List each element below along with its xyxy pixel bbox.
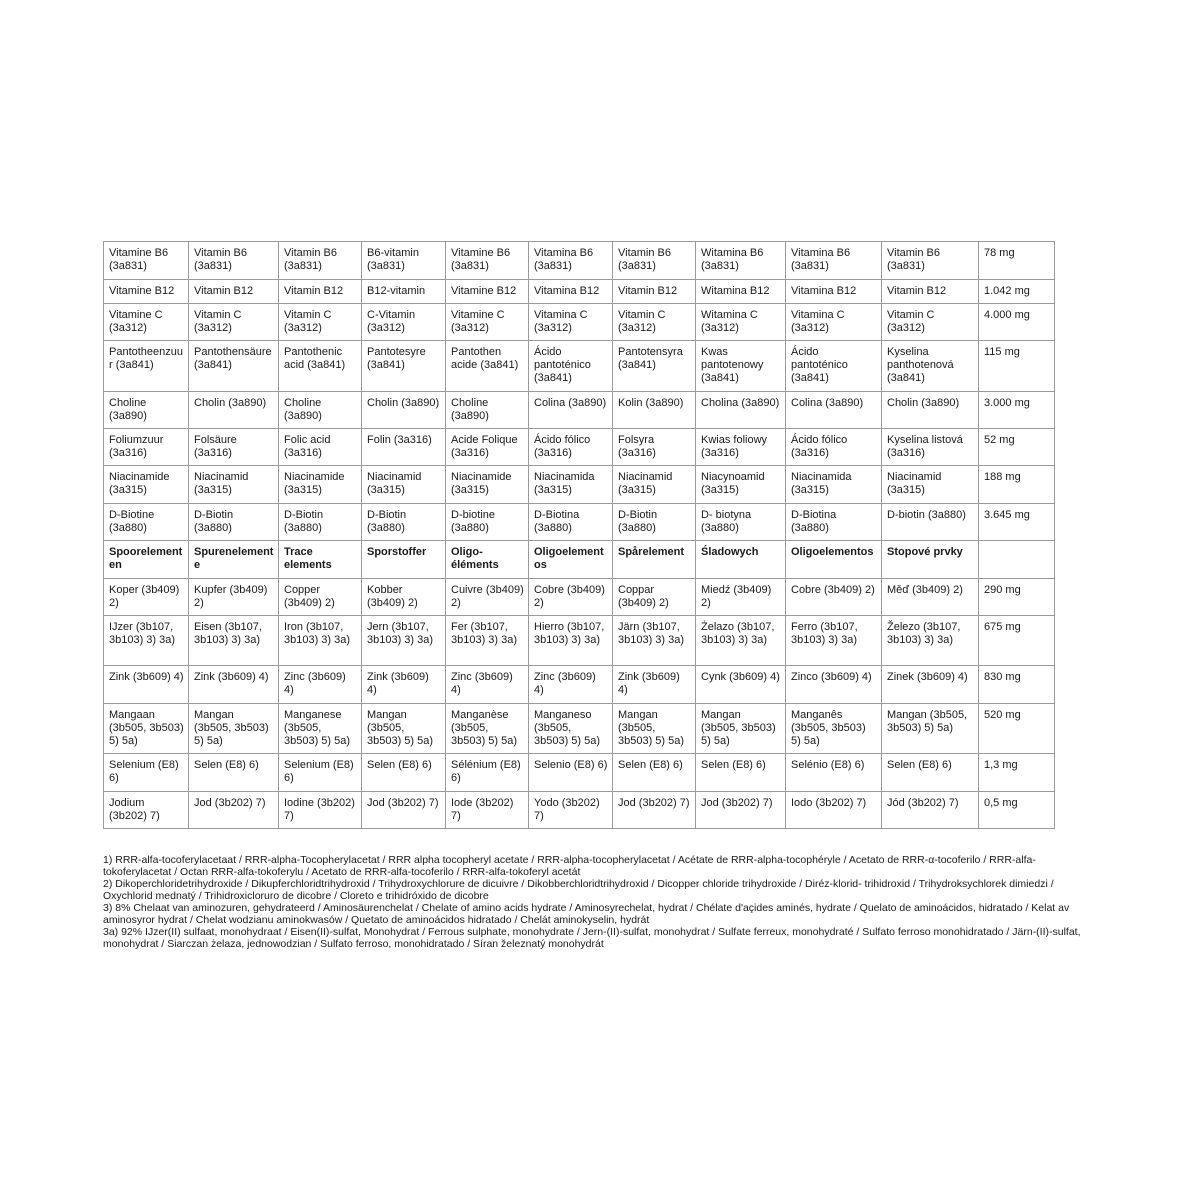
table-cell: D-Biotin (3a880) [279, 504, 362, 541]
table-cell: Selenium (E8) 6) [104, 754, 189, 792]
table-row [104, 341, 1055, 392]
table-cell: Niacinamide (3a315) [446, 466, 529, 504]
table-cell: Yodo (3b202) 7) [529, 792, 613, 829]
table-row [104, 754, 1055, 792]
amount-cell: 3.645 mg [979, 504, 1055, 541]
amount-cell: 1,3 mg [979, 754, 1055, 792]
table-cell: Selen (E8) 6) [189, 754, 279, 792]
table-cell: Jod (3b202) 7) [696, 792, 786, 829]
table-cell: Vitamina B6 (3a831) [786, 242, 882, 280]
table-cell: Zinek (3b609) 4) [882, 666, 979, 704]
table-cell: Železo (3b107, 3b103) 3) 3a) [882, 616, 979, 666]
table-cell: Selen (E8) 6) [362, 754, 446, 792]
table-cell: Ácido pantoténico (3a841) [786, 341, 882, 392]
table-cell: Folsäure (3a316) [189, 429, 279, 466]
table-cell: Spurenelemente [189, 541, 279, 579]
table-cell: Choline (3a890) [446, 392, 529, 429]
footnote-2: 2) Dikoperchloridetrihydroxide / Dikupferchloridtrihydroxid / Trihydroxychlorure de dicuivre / Dikobberchloridtrihydroxid / Dicopper chloride trihydroxide / Diréz-klorid- trihidroxid / Trihydroksychlorek dimiedzi / Oxychlorid mednatý / Trihidroxicloruro de dicobre / Cloreto e trihidróxido de dicobre [103, 878, 1054, 902]
table-cell: D-Biotin (3a880) [362, 504, 446, 541]
amount-cell [979, 541, 1055, 579]
table-cell: Sporstoffer [362, 541, 446, 579]
table-cell: Pantotheenzuur (3a841) [104, 341, 189, 392]
table-cell: Niacinamide (3a315) [279, 466, 362, 504]
table-cell: Copper (3b409) 2) [279, 579, 362, 616]
table-cell: Folsyra (3a316) [613, 429, 696, 466]
table-cell: Iron (3b107, 3b103) 3) 3a) [279, 616, 362, 666]
nutrient-table [103, 241, 1055, 829]
table-cell: Mangan (3b505, 3b503) 5) 5a) [613, 704, 696, 754]
table-cell: Spårelement [613, 541, 696, 579]
table-cell: Niacinamid (3a315) [189, 466, 279, 504]
table-cell: Fer (3b107, 3b103) 3) 3a) [446, 616, 529, 666]
table-cell: Vitamin B6 (3a831) [189, 242, 279, 280]
table-cell: Iodo (3b202) 7) [786, 792, 882, 829]
table-cell: Oligoelementos [529, 541, 613, 579]
table-cell: Niacinamid (3a315) [613, 466, 696, 504]
table-cell: Vitamin B12 [189, 280, 279, 304]
table-cell: Oligoelementos [786, 541, 882, 579]
table-cell: Ferro (3b107, 3b103) 3) 3a) [786, 616, 882, 666]
table-cell: Manganèse (3b505, 3b503) 5) 5a) [446, 704, 529, 754]
table-cell: Manganese (3b505, 3b503) 5) 5a) [279, 704, 362, 754]
table-cell: Cynk (3b609) 4) [696, 666, 786, 704]
footnote-3a: 3a) 92% IJzer(II) sulfaat, monohydraat / Eisen(II)-sulfat, Monohydrat / Ferrous sulphate, monohydrate / Jern-(II)-sulfat, monohydrat / Sulfate ferreux, monohydraté / Sulfato ferroso monohidratado / Järn-(II)-sulfat, monohydrat / Siarczan żelaza, jednowodzian / Sulfato ferroso, monohidratado / Síran železnatý monohydrát [103, 926, 1081, 950]
table-cell: Vitamina B12 [786, 280, 882, 304]
table-cell: Colina (3a890) [786, 392, 882, 429]
table-cell: Witamina C (3a312) [696, 304, 786, 341]
amount-cell: 3.000 mg [979, 392, 1055, 429]
table-row [104, 792, 1055, 829]
table-cell: Kupfer (3b409) 2) [189, 579, 279, 616]
table-cell: Jod (3b202) 7) [362, 792, 446, 829]
table-cell: Cobre (3b409) 2) [529, 579, 613, 616]
table-row [104, 429, 1055, 466]
table-cell: Järn (3b107, 3b103) 3) 3a) [613, 616, 696, 666]
amount-cell: 830 mg [979, 666, 1055, 704]
table-cell: Vitamine B12 [104, 280, 189, 304]
table-cell: Vitamin C (3a312) [882, 304, 979, 341]
table-cell: Mangan (3b505, 3b503) 5) 5a) [696, 704, 786, 754]
table-row [104, 242, 1055, 280]
table-cell: Zinc (3b609) 4) [446, 666, 529, 704]
table-cell: Selenio (E8) 6) [529, 754, 613, 792]
table-cell: Niacinamid (3a315) [882, 466, 979, 504]
table-cell: B6-vitamin (3a831) [362, 242, 446, 280]
table-cell: Manganês (3b505, 3b503) 5) 5a) [786, 704, 882, 754]
table-row [104, 579, 1055, 616]
amount-cell: 78 mg [979, 242, 1055, 280]
amount-cell: 520 mg [979, 704, 1055, 754]
table-cell: Kyselina panthotenová (3a841) [882, 341, 979, 392]
table-cell: Zinc (3b609) 4) [529, 666, 613, 704]
table-cell: Pantotensyra (3a841) [613, 341, 696, 392]
table-cell: Vitamin B12 [613, 280, 696, 304]
table-cell: Vitamin B12 [882, 280, 979, 304]
table-cell: Niacynoamid (3a315) [696, 466, 786, 504]
table-cell: Spoorelementen [104, 541, 189, 579]
table-cell: Vitamine B6 (3a831) [446, 242, 529, 280]
amount-cell: 115 mg [979, 341, 1055, 392]
table-cell: Cholin (3a890) [189, 392, 279, 429]
table-cell: Mangan (3b505, 3b503) 5) 5a) [362, 704, 446, 754]
table-cell: IJzer (3b107, 3b103) 3) 3a) [104, 616, 189, 666]
table-cell: Vitamine B12 [446, 280, 529, 304]
table-cell: Iodine (3b202) 7) [279, 792, 362, 829]
table-cell: Kwias foliowy (3a316) [696, 429, 786, 466]
table-cell: Vitamin C (3a312) [613, 304, 696, 341]
table-cell: Ácido fólico (3a316) [786, 429, 882, 466]
table-cell: Zink (3b609) 4) [104, 666, 189, 704]
table-cell: Jod (3b202) 7) [613, 792, 696, 829]
table-cell: Manganeso (3b505, 3b503) 5) 5a) [529, 704, 613, 754]
table-cell: Vitamine C (3a312) [104, 304, 189, 341]
table-cell: D-Biotine (3a880) [104, 504, 189, 541]
footnote-3: 3) 8% Chelaat van aminozuren, gehydrateerd / Aminosäurenchelat / Chelate of amino acids hydrate / Aminosyrechelat, hydrat / Chélate d'açides aminés, hydrate / Quelato de aminoácidos, hidratado / Kelat av aminosyror hydrat / Chelat wodzianu aminokwasów / Quetato de aminoácidos hidratado / Chelát aminokyselin, hydrát [103, 902, 1070, 926]
table-cell: Zinco (3b609) 4) [786, 666, 882, 704]
amount-cell: 1.042 mg [979, 280, 1055, 304]
table-cell: Jód (3b202) 7) [882, 792, 979, 829]
table-cell: Vitamina C (3a312) [529, 304, 613, 341]
table-row [104, 392, 1055, 429]
amount-cell: 675 mg [979, 616, 1055, 666]
table-row [104, 504, 1055, 541]
table-cell: Sélénium (E8) 6) [446, 754, 529, 792]
table-cell: Śladowych [696, 541, 786, 579]
table-cell: D-biotin (3a880) [882, 504, 979, 541]
table-cell: Vitamin B6 (3a831) [279, 242, 362, 280]
table-row [104, 666, 1055, 704]
table-cell: D-Biotin (3a880) [613, 504, 696, 541]
table-cell: Vitamin B6 (3a831) [613, 242, 696, 280]
table-cell: Ácido pantoténico (3a841) [529, 341, 613, 392]
amount-cell: 4.000 mg [979, 304, 1055, 341]
table-cell: Choline (3a890) [104, 392, 189, 429]
table-cell: Vitamin B12 [279, 280, 362, 304]
table-cell: Oligo-éléments [446, 541, 529, 579]
table-row [104, 304, 1055, 341]
table-cell: Witamina B12 [696, 280, 786, 304]
table-cell: Trace elements [279, 541, 362, 579]
table-cell: Kolin (3a890) [613, 392, 696, 429]
table-cell: Niacinamida (3a315) [529, 466, 613, 504]
table-row [104, 704, 1055, 754]
table-cell: Żelazo (3b107, 3b103) 3) 3a) [696, 616, 786, 666]
table-row [104, 280, 1055, 304]
table-cell: Pantothensäure (3a841) [189, 341, 279, 392]
table-cell: Miedź (3b409) 2) [696, 579, 786, 616]
table-cell: Eisen (3b107, 3b103) 3) 3a) [189, 616, 279, 666]
table-cell: D-Biotin (3a880) [189, 504, 279, 541]
table-cell: Jern (3b107, 3b103) 3) 3a) [362, 616, 446, 666]
table-body [104, 242, 1055, 829]
table-cell: Selen (E8) 6) [882, 754, 979, 792]
table-cell: Vitamina C (3a312) [786, 304, 882, 341]
table-cell: Folin (3a316) [362, 429, 446, 466]
table-cell: Cuivre (3b409) 2) [446, 579, 529, 616]
table-cell: Coppar (3b409) 2) [613, 579, 696, 616]
table-cell: Cobre (3b409) 2) [786, 579, 882, 616]
table-cell: Niacinamide (3a315) [104, 466, 189, 504]
table-cell: Niacinamid (3a315) [362, 466, 446, 504]
table-cell: Vitamine B6 (3a831) [104, 242, 189, 280]
table-row [104, 466, 1055, 504]
table-cell: Selénio (E8) 6) [786, 754, 882, 792]
table-cell: Měď (3b409) 2) [882, 579, 979, 616]
footnotes [103, 854, 1098, 950]
table-cell: Pantotesyre (3a841) [362, 341, 446, 392]
table-cell: Vitamin B6 (3a831) [882, 242, 979, 280]
table-cell: D-biotine (3a880) [446, 504, 529, 541]
table-cell: Niacinamida (3a315) [786, 466, 882, 504]
table-cell: Selen (E8) 6) [696, 754, 786, 792]
amount-cell: 290 mg [979, 579, 1055, 616]
table-cell: Vitamina B12 [529, 280, 613, 304]
table-cell: Selenium (E8) 6) [279, 754, 362, 792]
table-cell: Acide Folique (3a316) [446, 429, 529, 466]
amount-cell: 0,5 mg [979, 792, 1055, 829]
table-cell: Selen (E8) 6) [613, 754, 696, 792]
table-cell: Hierro (3b107, 3b103) 3) 3a) [529, 616, 613, 666]
table-cell: Witamina B6 (3a831) [696, 242, 786, 280]
table-cell: Koper (3b409) 2) [104, 579, 189, 616]
section-header-row [104, 541, 1055, 579]
table-cell: Zink (3b609) 4) [362, 666, 446, 704]
amount-cell: 188 mg [979, 466, 1055, 504]
table-cell: Choline (3a890) [279, 392, 362, 429]
table-cell: Ácido fólico (3a316) [529, 429, 613, 466]
table-cell: C-Vitamin (3a312) [362, 304, 446, 341]
table-cell: Zink (3b609) 4) [613, 666, 696, 704]
table-cell: Folic acid (3a316) [279, 429, 362, 466]
table-cell: Cholina (3a890) [696, 392, 786, 429]
table-cell: Pantothenic acid (3a841) [279, 341, 362, 392]
table-cell: Kobber (3b409) 2) [362, 579, 446, 616]
table-cell: D- biotyna (3a880) [696, 504, 786, 541]
table-cell: D-Biotina (3a880) [529, 504, 613, 541]
table-cell: Stopové prvky [882, 541, 979, 579]
table-cell: Colina (3a890) [529, 392, 613, 429]
table-cell: Cholin (3a890) [882, 392, 979, 429]
table-cell: Pantothen acide (3a841) [446, 341, 529, 392]
table-cell: Iode (3b202) 7) [446, 792, 529, 829]
table-cell: Vitamin C (3a312) [189, 304, 279, 341]
amount-cell: 52 mg [979, 429, 1055, 466]
table-cell: Vitamina B6 (3a831) [529, 242, 613, 280]
table-cell: Zinc (3b609) 4) [279, 666, 362, 704]
table-cell: Mangan (3b505, 3b503) 5) 5a) [189, 704, 279, 754]
table-cell: D-Biotina (3a880) [786, 504, 882, 541]
table-cell: Jodium (3b202) 7) [104, 792, 189, 829]
table-cell: Vitamin C (3a312) [279, 304, 362, 341]
footnote-1: 1) RRR-alfa-tocoferylacetaat / RRR-alpha-Tocopherylacetat / RRR alpha tocopheryl acetate / RRR-alpha-tocopherylacetat / Acétate de RRR-alpha-tocophéryle / Acetato de RRR-α-tocoferilo / RRR-alfa-tokoferylacetat / Octan RRR-alfa-tokoferylu / Acetato de RRR-alfa-tocoferilo / RRR-alfa-tokoferyl acetát [103, 854, 1036, 878]
table-cell: Zink (3b609) 4) [189, 666, 279, 704]
table-cell: B12-vitamin [362, 280, 446, 304]
table-cell: Mangaan (3b505, 3b503) 5) 5a) [104, 704, 189, 754]
table-cell: Kyselina listová (3a316) [882, 429, 979, 466]
table-cell: Kwas pantotenowy (3a841) [696, 341, 786, 392]
table-cell: Vitamine C (3a312) [446, 304, 529, 341]
table-cell: Foliumzuur (3a316) [104, 429, 189, 466]
table-row [104, 616, 1055, 666]
table-cell: Cholin (3a890) [362, 392, 446, 429]
table-cell: Jod (3b202) 7) [189, 792, 279, 829]
table-cell: Mangan (3b505, 3b503) 5) 5a) [882, 704, 979, 754]
